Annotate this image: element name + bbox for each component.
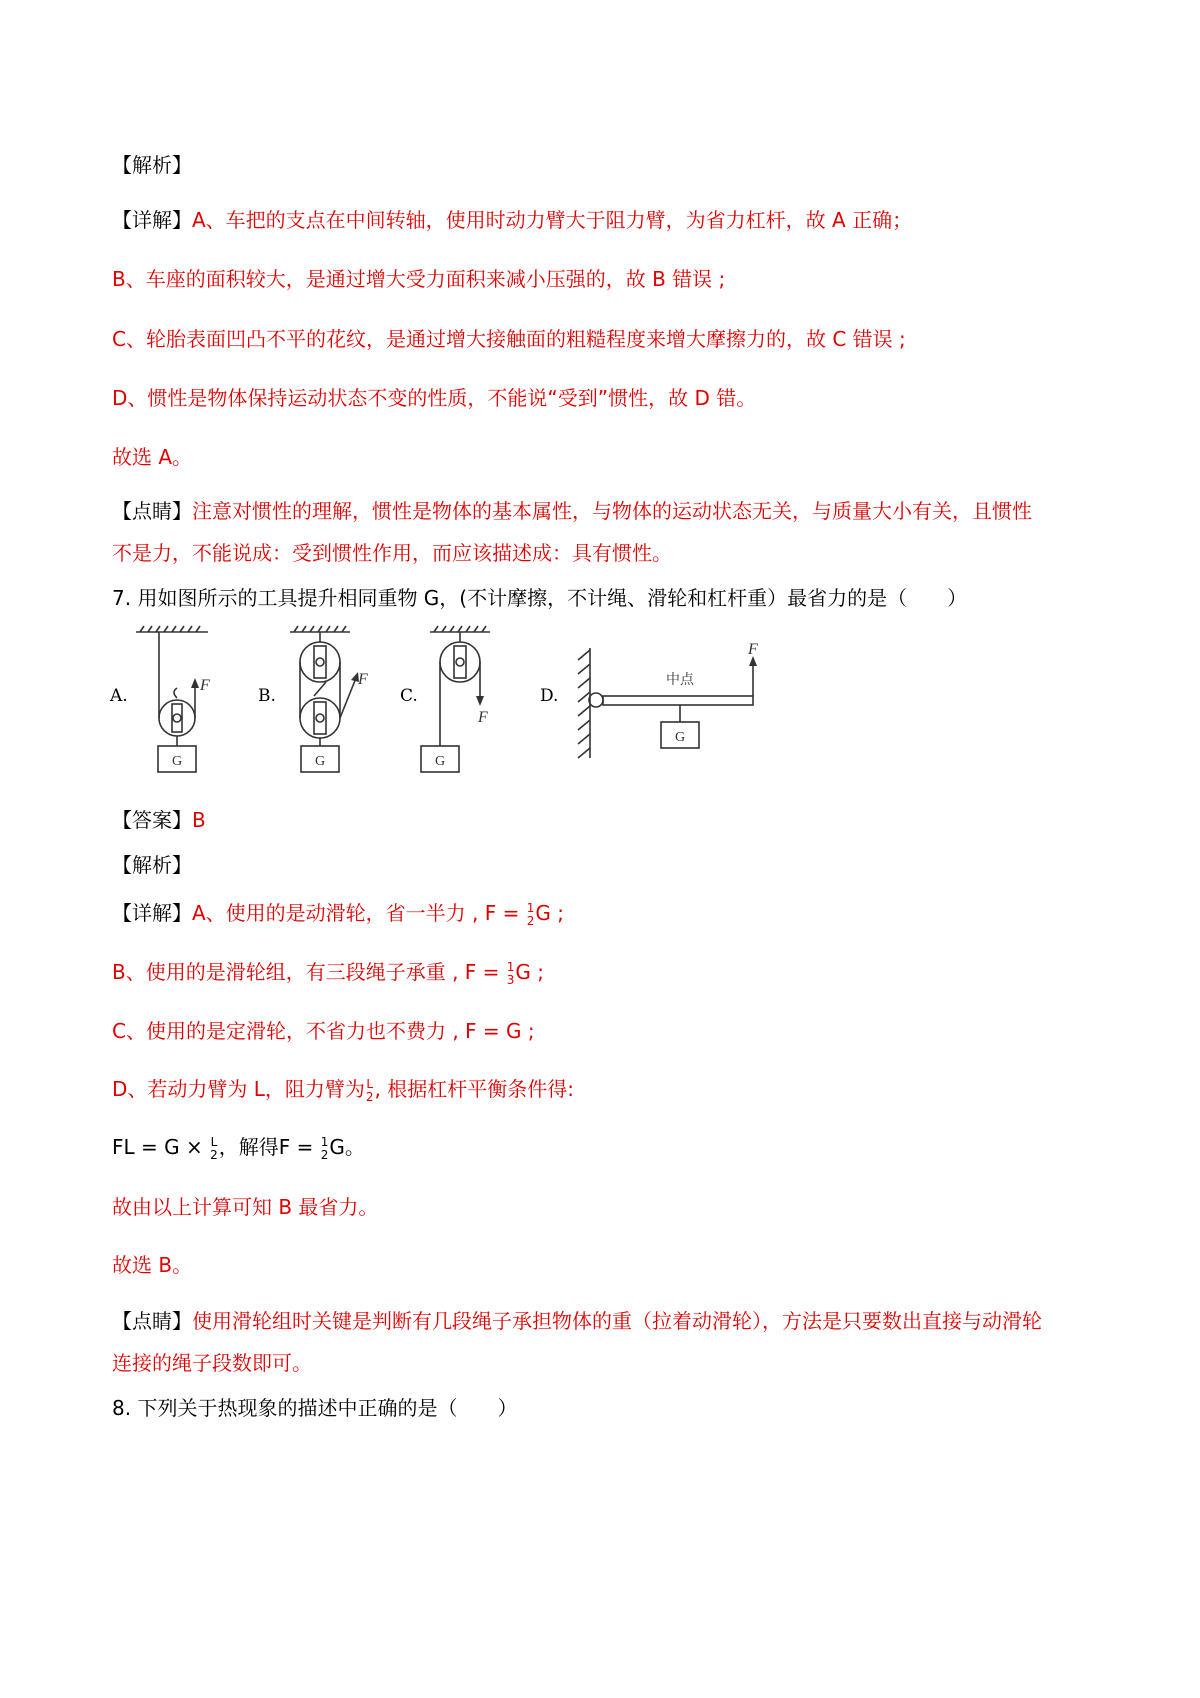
- q7-comment-line-2: 连接的绳子段数即可。: [112, 1351, 312, 1375]
- force-label-c: F: [478, 709, 488, 726]
- q7-b-text: B、使用的是滑轮组，有三段绳子承重 , F =: [112, 960, 506, 984]
- option-label-c: C.: [400, 686, 418, 706]
- q7-a-text: A、使用的是动滑轮，省一半力 , F =: [192, 901, 526, 925]
- q7-detail-tag: 【详解】: [112, 901, 192, 925]
- pulley-diagrams: [100, 618, 820, 788]
- q7-choice: 故选 B。: [112, 1253, 193, 1277]
- answer-value: B: [192, 808, 206, 832]
- q7-figure: [100, 618, 820, 788]
- q7-detail-a: [112, 898, 564, 928]
- fixed-pulley-b: [300, 642, 340, 682]
- midpoint-label: 中点: [666, 672, 694, 688]
- comment-line-2: 不是力，不能说成：受到惯性作用，而应该描述成：具有惯性。: [112, 541, 672, 565]
- fraction-eq-2: 1 2: [320, 1134, 329, 1162]
- q7-b-tail: G ;: [515, 960, 545, 984]
- eq-mid: ，解得F =: [218, 1135, 320, 1159]
- detail-line-b: B、车座的面积较大，是通过增大受力面积来减小压强的，故 B 错误 ;: [112, 267, 726, 291]
- analysis-tag: 【解析】: [112, 153, 192, 177]
- detail-tag: 【详解】: [112, 208, 192, 232]
- option-label-a: A.: [110, 686, 128, 706]
- fixed-pulley-c: [440, 642, 480, 682]
- detail-a-text: A、车把的支点在中间转轴，使用时动力臂大于阻力臂，为省力杠杆，故 A 正确；: [192, 208, 913, 232]
- q7-d-text: D、若动力臂为 L，阻力臂为: [112, 1077, 365, 1101]
- weight-label-c: G: [434, 754, 446, 769]
- comment-text-1: 注意对惯性的理解，惯性是物体的基本属性，与物体的运动状态无关，与质量大小有关，且惯性: [192, 499, 1032, 523]
- fraction-b: 1 3: [506, 959, 515, 987]
- weight-label-b: G: [314, 754, 326, 769]
- lever-bar-d: [603, 696, 753, 705]
- force-label-b: F: [358, 671, 368, 688]
- q7-stem: 7. 用如图所示的工具提升相同重物 G，(不计摩擦，不计绳、滑轮和杠杆重）最省力的是（ ）: [112, 586, 968, 610]
- q7-equation: [112, 1132, 365, 1162]
- q7-comment-line-1: [112, 1306, 1042, 1336]
- fraction-eq-1: L 2: [210, 1134, 218, 1162]
- force-label-a: F: [200, 677, 210, 694]
- detail-line-a: [112, 205, 912, 235]
- q7-d-tail: , 根据杠杆平衡条件得:: [374, 1077, 574, 1101]
- weight-label-a: G: [171, 754, 183, 769]
- eq-tail: G。: [329, 1135, 365, 1159]
- q7-comment-tag: 【点睛】: [112, 1309, 192, 1333]
- detail-line-c: C、轮胎表面凹凸不平的花纹，是通过增大接触面的粗糙程度来增大摩擦力的，故 C 错误 ;: [112, 327, 906, 351]
- q7-conclusion: 故由以上计算可知 B 最省力。: [112, 1195, 379, 1219]
- q8-stem: 8. 下列关于热现象的描述中正确的是（ ）: [112, 1396, 518, 1420]
- q7-detail-c: C、使用的是定滑轮，不省力也不费力 , F = G ;: [112, 1019, 535, 1043]
- q7-analysis-tag: 【解析】: [112, 853, 192, 877]
- ceiling-hatch-a: [140, 626, 200, 632]
- arrow-c: [476, 696, 484, 706]
- force-label-d: F: [748, 641, 758, 658]
- hinge-d: [589, 693, 603, 707]
- movable-pulley-b: [300, 698, 340, 738]
- q7-a-tail: G ;: [535, 901, 564, 925]
- q7-detail-b: [112, 957, 544, 987]
- answer-tag: 【答案】: [112, 808, 192, 832]
- movable-pulley-a: [159, 700, 195, 736]
- option-label-d: D.: [540, 686, 559, 706]
- weight-label-d: G: [674, 730, 686, 745]
- comment-line-1: [112, 496, 1032, 526]
- detail-line-d: D、惯性是物体保持运动状态不变的性质，不能说“受到”惯性，故 D 错。: [112, 386, 757, 410]
- q7-detail-d: [112, 1074, 574, 1104]
- fraction-d: L 2: [365, 1076, 374, 1104]
- comment-tag: 【点睛】: [112, 499, 192, 523]
- fraction-a: 1 2: [526, 900, 535, 928]
- eq-text: FL = G ×: [112, 1135, 210, 1159]
- choice-line: 故选 A。: [112, 445, 193, 469]
- q7-comment-text-1: 使用滑轮组时关键是判断有几段绳子承担物体的重（拉着动滑轮），方法是只要数出直接与动滑轮: [192, 1309, 1042, 1333]
- option-label-b: B.: [258, 686, 276, 706]
- arrow-a: [191, 678, 199, 688]
- q7-answer-line: [112, 805, 206, 835]
